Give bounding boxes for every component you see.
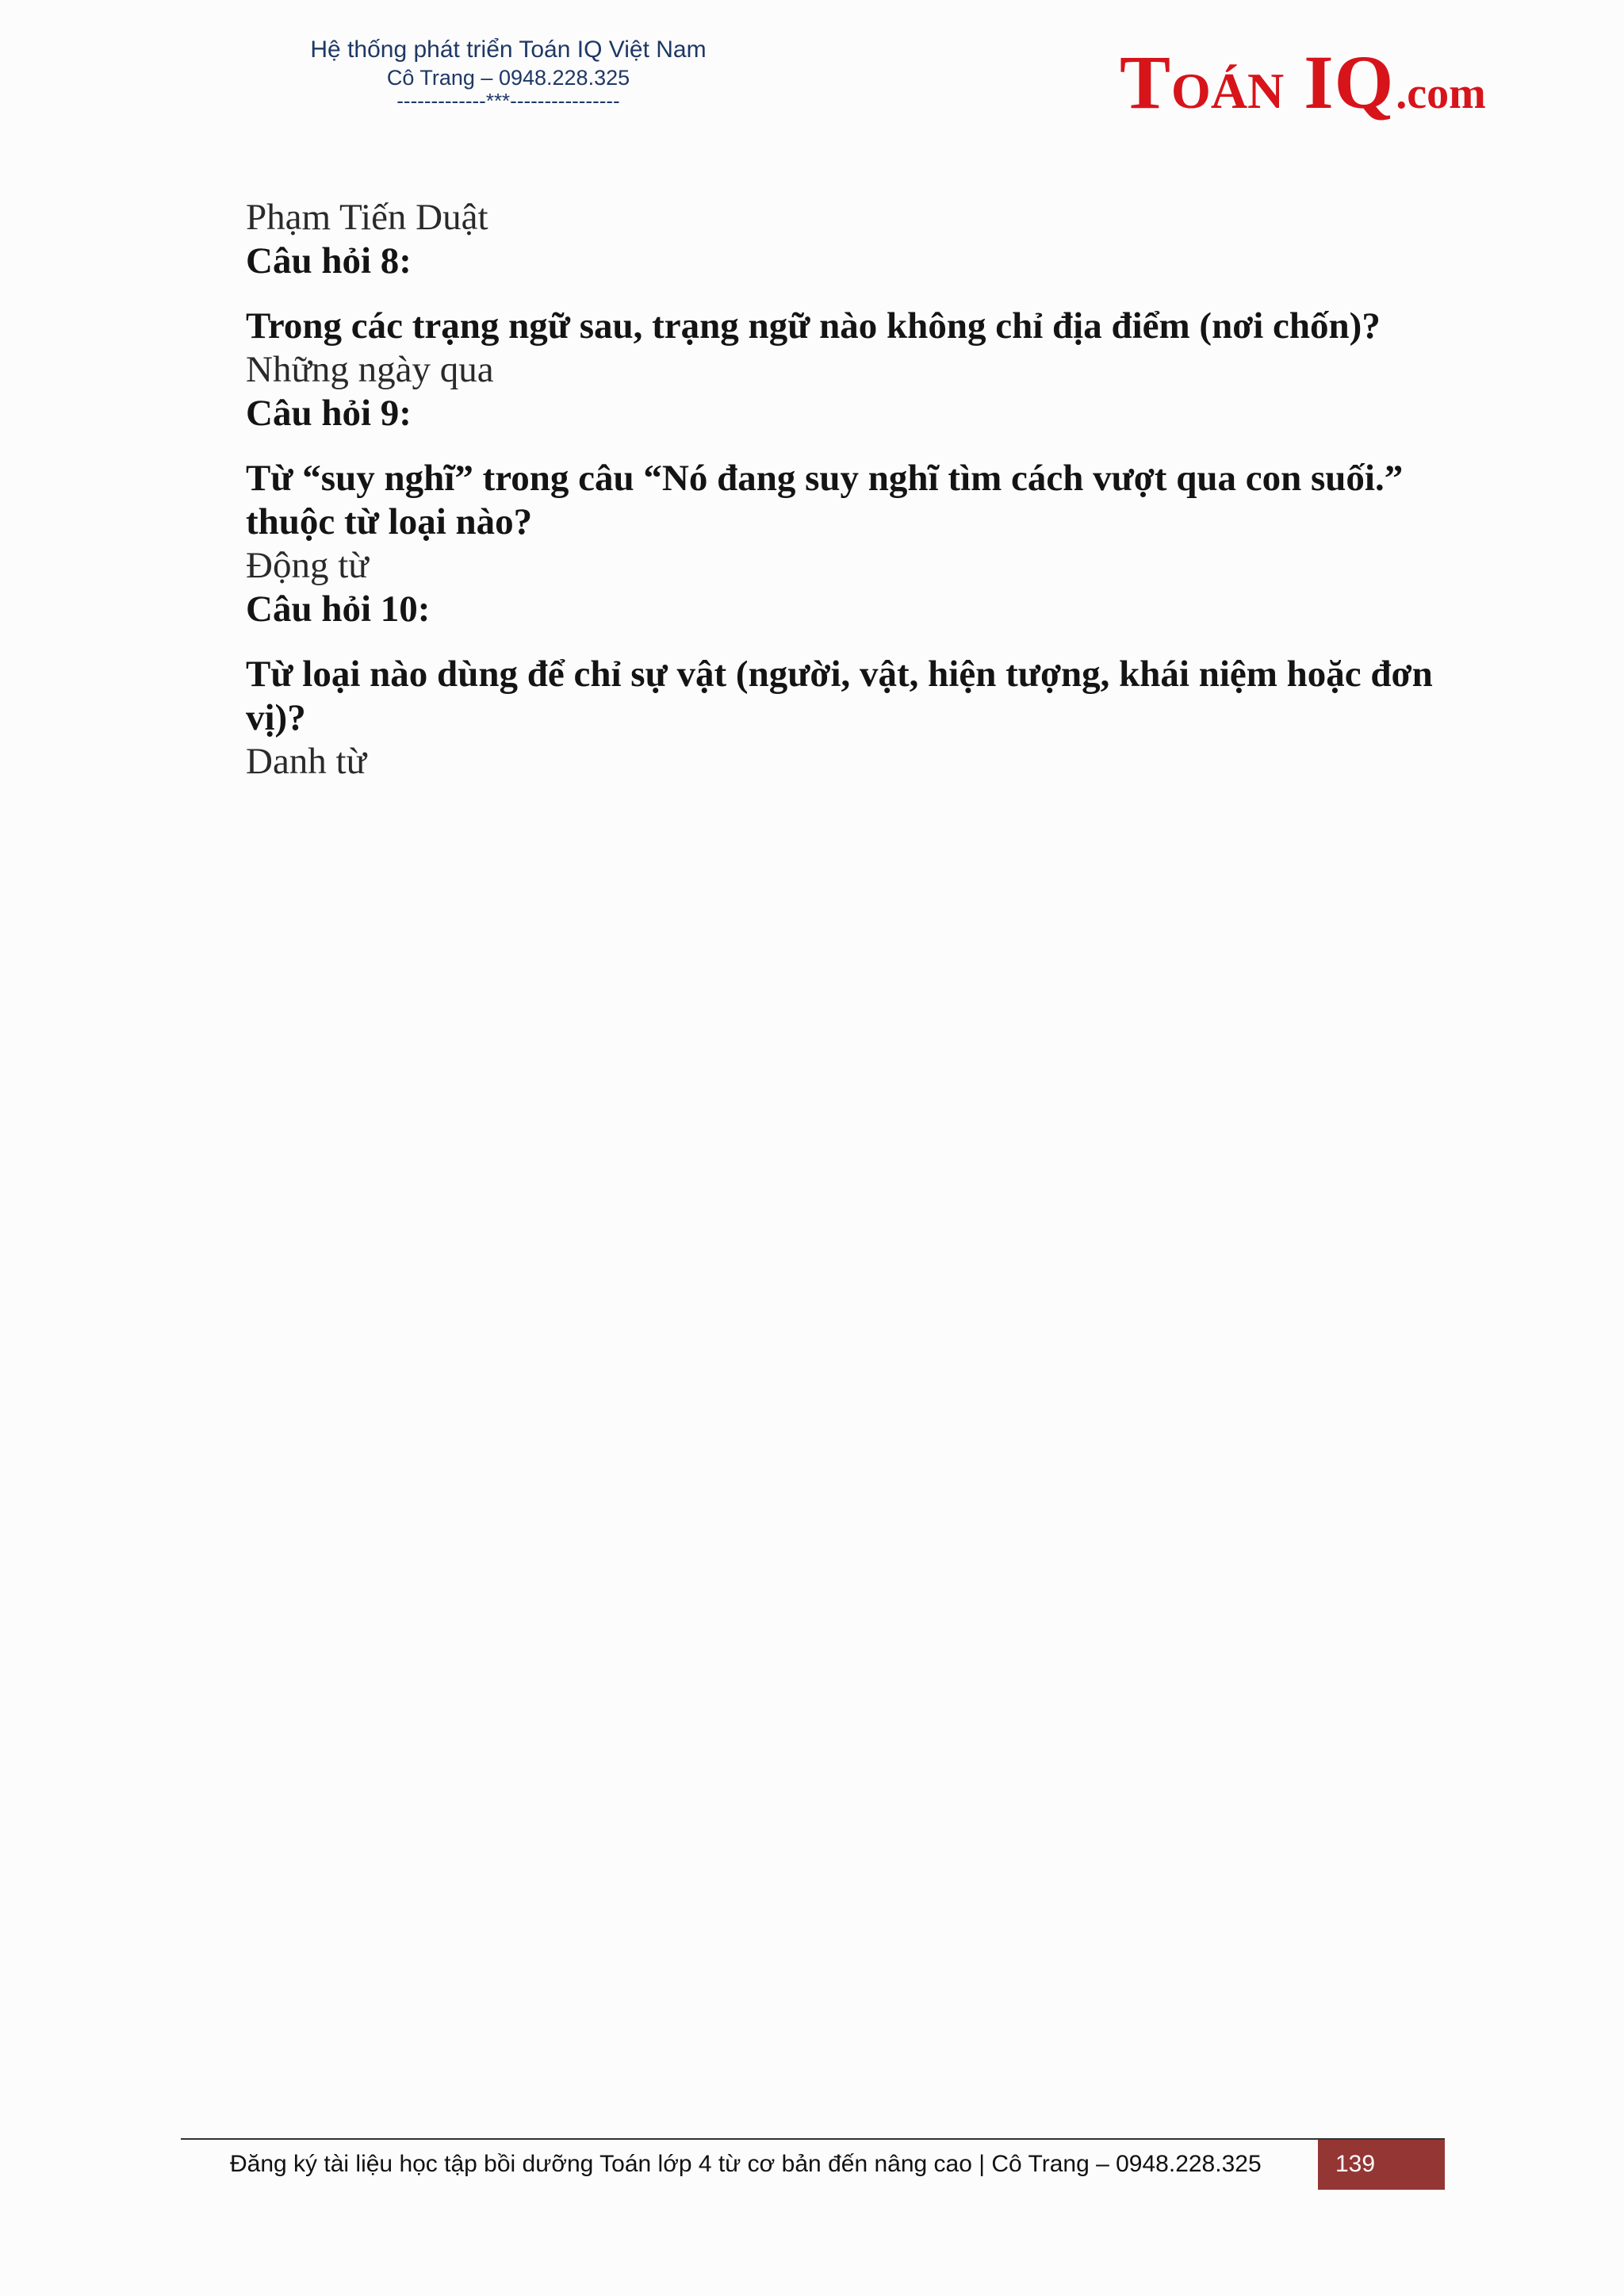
- question-text-9: Từ “suy nghĩ” trong câu “Nó đang suy nghĩ tìm cách vượt qua con suối.” thuộc từ loại nào?: [246, 458, 1404, 542]
- answer-9: Động từ: [246, 545, 369, 586]
- answer-10: Danh từ: [246, 741, 367, 782]
- question-text-8: Trong các trạng ngữ sau, trạng ngữ nào không chỉ địa điểm (nơi chốn)?: [246, 305, 1381, 347]
- header-contact: Cô Trang – 0948.228.325: [386, 66, 630, 90]
- header-info: [302, 35, 714, 111]
- page-number-badge: 139: [1318, 2140, 1445, 2190]
- question-label-9: Câu hỏi 9:: [246, 393, 412, 434]
- footer-divider: [181, 2138, 1445, 2140]
- toaniq-logo: TOÁN IQ.com: [1120, 40, 1486, 125]
- footer-text: Đăng ký tài liệu học tập bồi dưỡng Toán lớp 4 từ cơ bản đến nâng cao | Cô Trang – 0948.228.325: [230, 2151, 1262, 2177]
- prev-answer: Phạm Tiến Duật: [246, 197, 488, 238]
- header-title: Hệ thống phát triển Toán IQ Việt Nam: [310, 36, 707, 63]
- question-label-10: Câu hỏi 10:: [246, 588, 431, 630]
- document-body: [246, 196, 1435, 784]
- question-text-10: Từ loại nào dùng để chỉ sự vật (người, vật, hiện tượng, khái niệm hoặc đơn vị)?: [246, 654, 1433, 738]
- question-label-8: Câu hỏi 8:: [246, 240, 412, 282]
- answer-8: Những ngày qua: [246, 349, 494, 390]
- header-divider: -------------***----------------: [396, 89, 620, 113]
